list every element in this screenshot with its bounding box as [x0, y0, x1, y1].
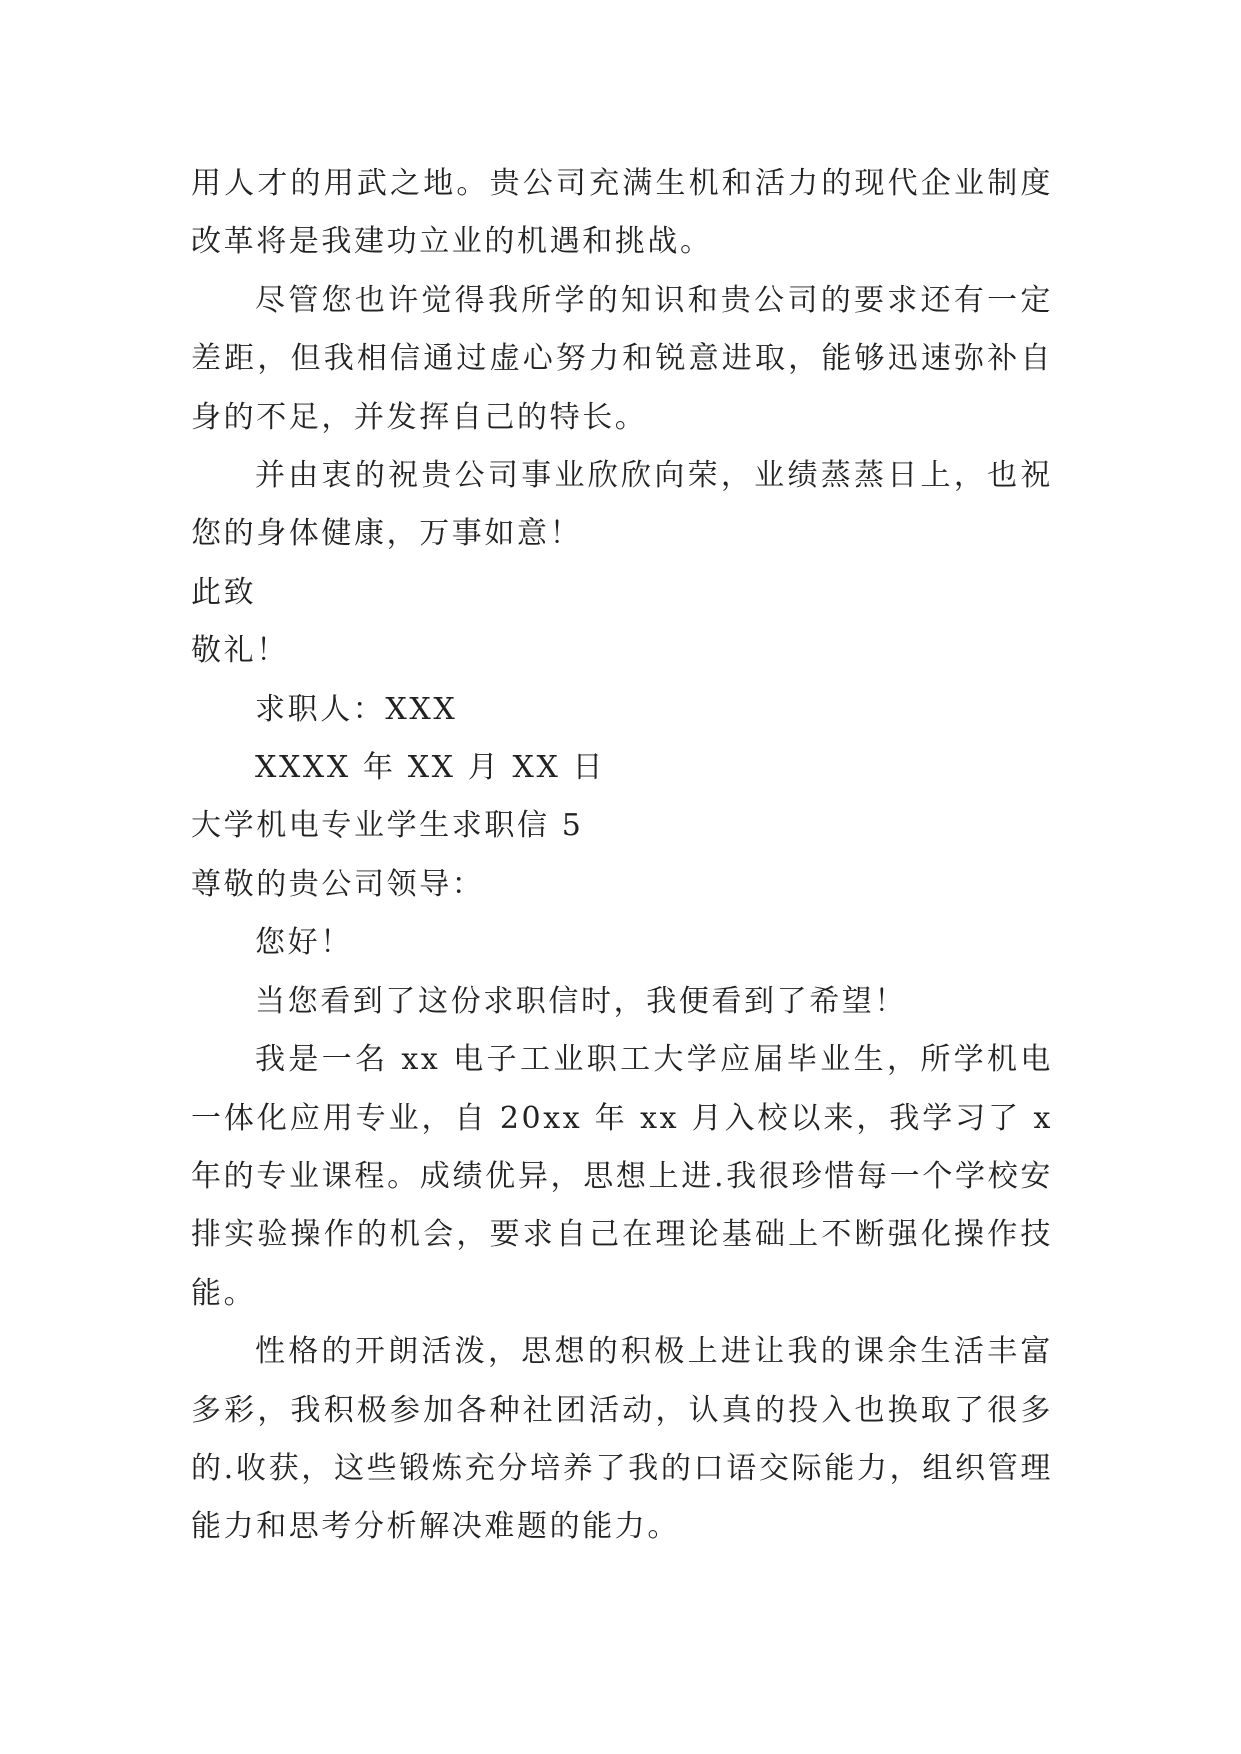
letter-body	[191, 155, 1053, 1557]
letter-date: XXXX 年 XX 月 XX 日	[255, 750, 606, 786]
paragraph-personality: 性格的开朗活泼，思想的积极上进让我的课余生活丰富多彩，我积极参加各种社团活动，认真的投入也换取了很多的.收获，这些锻炼充分培养了我的口语交际能力，组织管理能力和思考分析解决难题的能力。	[191, 1334, 1053, 1545]
section-heading: 大学机电专业学生求职信 5	[191, 808, 584, 844]
greeting-hello: 您好！	[255, 925, 353, 961]
closing-regards: 敬礼！	[191, 633, 289, 669]
paragraph-education: 我是一名 xx 电子工业职工大学应届毕业生，所学机电一体化应用专业，自 20xx 年 xx 月入校以来，我学习了 x 年的专业课程。成绩优异，思想上进.我很珍惜每一个学校安排实验操作的机会，要求自己在理论基础上不断强化操作技能。	[191, 1042, 1053, 1311]
paragraph-self-improvement: 尽管您也许觉得我所学的知识和贵公司的要求还有一定差距，但我相信通过虚心努力和锐意进取，能够迅速弥补自身的不足，并发挥自己的特长。	[191, 282, 1053, 435]
paragraph-best-wishes: 并由衷的祝贵公司事业欣欣向荣，业绩蒸蒸日上，也祝您的身体健康，万事如意！	[191, 458, 1053, 552]
paragraph-company-environment: 用人才的用武之地。贵公司充满生机和活力的现代企业制度改革将是我建功立业的机遇和挑战。	[191, 166, 1053, 260]
closing-salutation: 此致	[191, 574, 257, 610]
paragraph-hope: 当您看到了这份求职信时，我便看到了希望！	[255, 983, 907, 1019]
applicant-signature: 求职人：XXX	[255, 691, 458, 727]
greeting-recipient: 尊敬的贵公司领导：	[191, 866, 485, 902]
